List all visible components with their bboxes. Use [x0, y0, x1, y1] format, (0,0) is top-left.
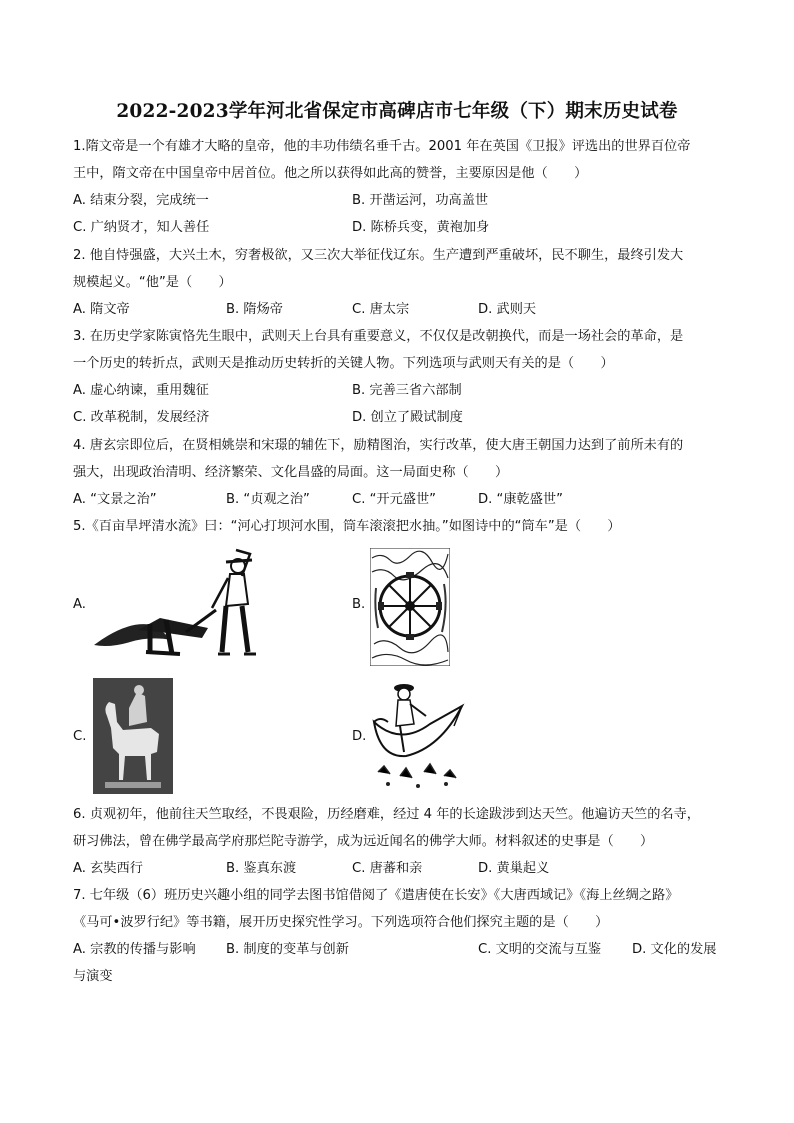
q1-stem-line-1: 1.隋文帝是一个有雄才大略的皇帝，他的丰功伟绩名垂千古。2001 年在英国《卫报》评选出的世界百位帝	[73, 139, 691, 154]
q5-option-a-image[interactable]	[90, 548, 268, 666]
q7-option-b[interactable]: B. 制度的变革与创新	[226, 942, 349, 957]
q5-option-d-image[interactable]	[370, 676, 466, 794]
q3-stem-line-1: 3. 在历史学家陈寅恪先生眼中，武则天上台具有重要意义，不仅仅是改朝换代，而是一场社会的革命，是	[73, 329, 684, 344]
q1-option-d[interactable]: D. 陈桥兵变，黄袍加身	[352, 220, 490, 235]
water-wheel-illustration	[370, 548, 450, 666]
boat-rower-illustration	[370, 676, 466, 794]
q7-stem-line-2: 《马可•波罗行纪》等书籍，展开历史探究性学习。下列选项符合他们探究主题的是（ ）	[73, 915, 609, 930]
q4-option-c[interactable]: C. “开元盛世”	[352, 492, 437, 507]
q3-option-d[interactable]: D. 创立了殿试制度	[352, 410, 463, 425]
plough-illustration	[90, 548, 268, 666]
q2-stem-line-2: 规模起义。“他”是（ ）	[73, 275, 232, 290]
q1-option-c[interactable]: C. 广纳贤才，知人善任	[73, 220, 210, 235]
q5-option-b-image[interactable]	[370, 548, 450, 666]
q6-stem-line-2: 研习佛法，曾在佛学最高学府那烂陀寺游学，成为远近闻名的佛学大师。材料叙述的史事是（ ）	[73, 834, 654, 849]
q7-stem-line-1: 7. 七年级（6）班历史兴趣小组的同学去图书馆借阅了《遣唐使在长安》《大唐西域记》《海上丝绸之路》	[73, 888, 679, 903]
q4-option-a[interactable]: A. “文景之治”	[73, 492, 157, 507]
q7-option-d-wrap: 与演变	[73, 969, 113, 984]
q5-option-c-image[interactable]	[93, 678, 173, 794]
q7-option-a[interactable]: A. 宗教的传播与影响	[73, 942, 196, 957]
q6-option-b[interactable]: B. 鉴真东渡	[226, 861, 297, 876]
q4-option-b[interactable]: B. “贞观之治”	[226, 492, 310, 507]
q5-option-a-label[interactable]: A.	[73, 597, 86, 612]
q4-stem-line-1: 4. 唐玄宗即位后，在贤相姚崇和宋璟的辅佐下，励精图治，实行改革，使大唐王朝国力达到了前所未有的	[73, 438, 684, 453]
q1-stem-line-2: 王中，隋文帝在中国皇帝中居首位。他之所以获得如此高的赞誉，主要原因是他（ ）	[73, 166, 588, 181]
q6-option-d[interactable]: D. 黄巢起义	[478, 861, 550, 876]
q6-option-a[interactable]: A. 玄奘西行	[73, 861, 143, 876]
page-title: 2022-2023学年河北省保定市高碑店市七年级（下）期末历史试卷	[116, 101, 678, 122]
q4-option-d[interactable]: D. “康乾盛世”	[478, 492, 563, 507]
q5-option-b-label[interactable]: B.	[352, 597, 366, 612]
q6-stem-line-1: 6. 贞观初年，他前往天竺取经，不畏艰险，历经磨难，经过 4 年的长途跋涉到达天竺。他遍访天竺的名寺，	[73, 807, 700, 822]
q2-option-a[interactable]: A. 隋文帝	[73, 302, 130, 317]
q4-stem-line-2: 强大，出现政治清明、经济繁荣、文化昌盛的局面。这一局面史称（ ）	[73, 465, 509, 480]
q2-stem-line-1: 2. 他自恃强盛，大兴土木，穷奢极欲，又三次大举征伐辽东。生产遭到严重破坏，民不聊生，最终引发大	[73, 248, 684, 263]
q7-option-c[interactable]: C. 文明的交流与互鉴	[478, 942, 602, 957]
q1-option-a[interactable]: A. 结束分裂，完成统一	[73, 193, 209, 208]
q5-option-c-label[interactable]: C.	[73, 729, 87, 744]
q3-stem-line-2: 一个历史的转折点，武则天是推动历史转折的关键人物。下列选项与武则天有关的是（ ）	[73, 356, 614, 371]
q2-option-d[interactable]: D. 武则天	[478, 302, 537, 317]
camel-figurine-photo	[93, 678, 173, 794]
q6-option-c[interactable]: C. 唐蕃和亲	[352, 861, 423, 876]
q5-option-d-label[interactable]: D.	[352, 729, 367, 744]
q1-option-b[interactable]: B. 开凿运河，功高盖世	[352, 193, 489, 208]
q3-option-c[interactable]: C. 改革税制，发展经济	[73, 410, 210, 425]
q3-option-b[interactable]: B. 完善三省六部制	[352, 383, 462, 398]
q5-stem-line-1: 5.《百亩旱坪清水流》曰：“河心打坝河水围，筒车滚滚把水抽。”如图诗中的“筒车”是（ ）	[73, 519, 621, 534]
q2-option-b[interactable]: B. 隋炀帝	[226, 302, 283, 317]
q2-option-c[interactable]: C. 唐太宗	[352, 302, 410, 317]
q3-option-a[interactable]: A. 虚心纳谏，重用魏征	[73, 383, 209, 398]
q7-option-d[interactable]: D. 文化的发展	[632, 942, 717, 957]
